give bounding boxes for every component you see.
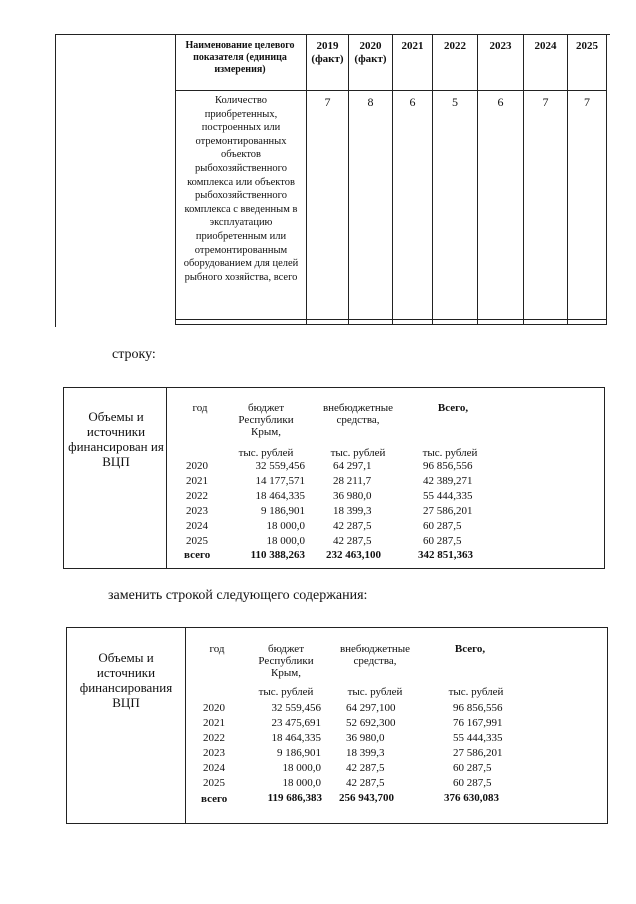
row-year: 2025 <box>186 535 208 547</box>
total-col-header: Всего, <box>454 643 486 655</box>
row-total: 42 389,271 <box>423 475 473 487</box>
row-year: 2023 <box>203 747 225 759</box>
row-extra: 64 297,100 <box>346 702 396 714</box>
row-budget: 18 464,335 <box>255 490 305 502</box>
extra-col-header: внебюджетные средства, <box>339 643 411 667</box>
row-budget: 9 186,901 <box>261 505 305 517</box>
row-year: 2021 <box>203 717 225 729</box>
extra-col-header: внебюджетные средства, <box>322 402 394 426</box>
row-budget: 18 000,0 <box>266 535 305 547</box>
indicator-name-header: Наименование целевого показателя (единица измерения) <box>185 40 295 75</box>
unit-label: тыс. рублей <box>347 686 403 698</box>
year-header: 2019 (факт) <box>311 40 344 65</box>
unit-label: тыс. рублей <box>238 447 294 459</box>
funding-title: Объемы и источники финансирован ия ВЦП <box>68 409 164 469</box>
year-header: 2024 <box>534 40 557 52</box>
table-row-divider <box>175 90 607 91</box>
indicator-value: 7 <box>542 95 549 109</box>
row-budget: 18 464,335 <box>271 732 321 744</box>
row-extra: 52 692,300 <box>346 717 396 729</box>
table-col-divider <box>348 34 349 324</box>
row-year: 2020 <box>203 702 225 714</box>
row-year: 2021 <box>186 475 208 487</box>
total-total: 342 851,363 <box>418 549 473 561</box>
budget-col-header: бюджет Республики Крым, <box>238 402 294 438</box>
row-year: 2020 <box>186 460 208 472</box>
box-divider <box>185 627 186 824</box>
unit-label: тыс. рублей <box>448 686 504 698</box>
year-col-header: год <box>209 643 225 655</box>
row-budget: 14 177,571 <box>255 475 305 487</box>
row-total: 55 444,335 <box>423 490 473 502</box>
indicator-value: 6 <box>409 95 416 109</box>
row-year: 2024 <box>203 762 225 774</box>
paragraph-replace-with: заменить строкой следующего содержания: <box>108 588 368 603</box>
row-budget: 32 559,456 <box>271 702 321 714</box>
indicator-value: 7 <box>584 95 590 109</box>
row-budget: 18 000,0 <box>282 762 321 774</box>
row-total: 60 287,5 <box>453 762 492 774</box>
row-total: 27 586,201 <box>453 747 503 759</box>
total-row-label: всего <box>201 793 228 805</box>
row-extra: 64 297,1 <box>333 460 372 472</box>
table-col-divider <box>477 34 478 324</box>
year-header: 2025 <box>576 40 598 52</box>
table-col-divider <box>306 34 307 324</box>
row-year: 2025 <box>203 777 225 789</box>
row-budget: 18 000,0 <box>266 520 305 532</box>
row-extra: 42 287,5 <box>346 777 385 789</box>
row-year: 2023 <box>186 505 208 517</box>
year-header: 2023 <box>489 40 512 52</box>
table-col-divider <box>175 34 176 324</box>
row-total: 76 167,991 <box>453 717 503 729</box>
table-col-divider <box>432 34 433 324</box>
row-total: 96 856,556 <box>423 460 473 472</box>
row-extra: 42 287,5 <box>333 535 372 547</box>
table-row-divider <box>175 324 607 325</box>
row-extra: 42 287,5 <box>346 762 385 774</box>
funding-title: Объемы и источники финансирования ВЦП <box>79 650 173 710</box>
total-col-header: Всего, <box>437 402 469 414</box>
total-total: 376 630,083 <box>444 792 499 804</box>
total-budget: 110 388,263 <box>250 549 305 561</box>
row-budget: 18 000,0 <box>282 777 321 789</box>
paragraph-row-label: строку: <box>112 347 156 362</box>
total-extra: 232 463,100 <box>326 549 381 561</box>
indicator-table <box>55 34 610 327</box>
box-divider <box>166 387 167 569</box>
indicator-value: 6 <box>497 95 504 109</box>
year-header: 2022 <box>444 40 466 52</box>
row-year: 2022 <box>203 732 225 744</box>
budget-col-header: бюджет Республики Крым, <box>258 643 314 679</box>
table-col-divider <box>606 34 607 324</box>
row-extra: 18 399,3 <box>333 505 372 517</box>
unit-label: тыс. рублей <box>258 686 314 698</box>
row-year: 2022 <box>186 490 208 502</box>
total-extra: 256 943,700 <box>339 792 394 804</box>
row-extra: 18 399,3 <box>346 747 385 759</box>
total-budget: 119 686,383 <box>267 792 322 804</box>
row-total: 60 287,5 <box>423 535 462 547</box>
row-total: 55 444,335 <box>453 732 503 744</box>
table-col-divider <box>567 34 568 324</box>
unit-label: тыс. рублей <box>330 447 386 459</box>
row-total: 60 287,5 <box>423 520 462 532</box>
year-col-header: год <box>192 402 208 414</box>
row-total: 27 586,201 <box>423 505 473 517</box>
row-budget: 9 186,901 <box>277 747 321 759</box>
row-extra: 42 287,5 <box>333 520 372 532</box>
row-total: 60 287,5 <box>453 777 492 789</box>
indicator-value: 5 <box>452 95 458 109</box>
row-budget: 32 559,456 <box>255 460 305 472</box>
year-header: 2020 (факт) <box>354 40 387 65</box>
row-extra: 36 980,0 <box>333 490 372 502</box>
indicator-name: Количество приобретенных, построенных или отремонтированных объектов рыбохозяйственного комплекса или объектов рыбохозяйственного комплекса с введенным в эксплуатацию приобретенным или отремонтированным оборудованием для целей рыбного хозяйства, всего <box>183 95 299 283</box>
row-budget: 23 475,691 <box>271 717 321 729</box>
table-row-divider <box>175 319 607 320</box>
unit-label: тыс. рублей <box>422 447 478 459</box>
indicator-value: 8 <box>367 95 374 109</box>
table-col-divider <box>392 34 393 324</box>
indicator-value: 7 <box>324 95 331 109</box>
row-year: 2024 <box>186 520 208 532</box>
table-col-divider <box>523 34 524 324</box>
row-extra: 28 211,7 <box>333 475 372 487</box>
row-total: 96 856,556 <box>453 702 503 714</box>
total-row-label: всего <box>184 549 211 561</box>
row-extra: 36 980,0 <box>346 732 385 744</box>
year-header: 2021 <box>401 40 424 52</box>
